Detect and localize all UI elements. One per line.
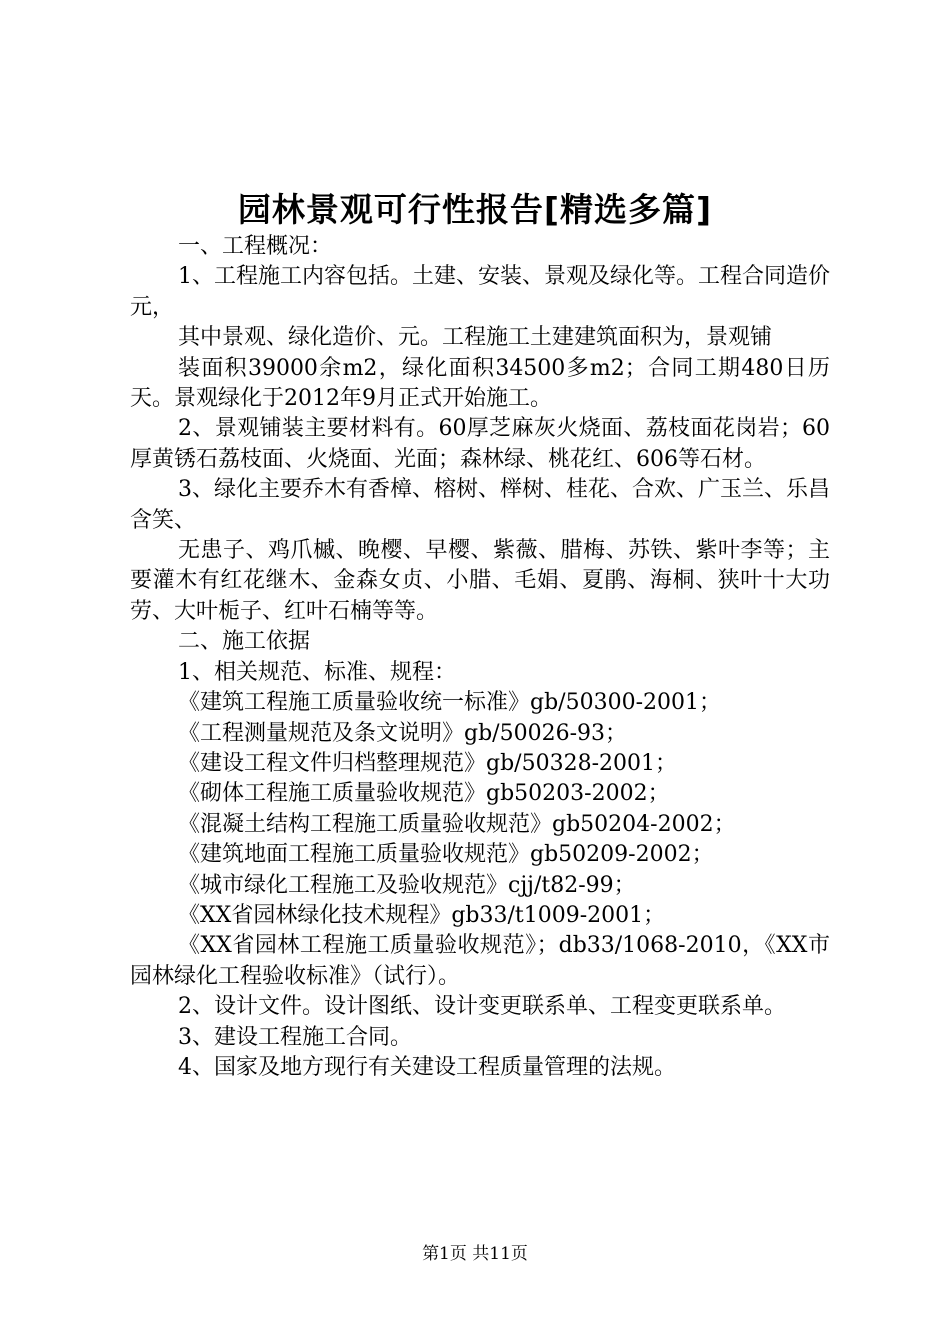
standard-reference: 《XX省园林工程施工质量验收规范》；db33/1068-2010，《XX市园林绿化工程验收标准》（试行）。 [130, 933, 830, 989]
page-footer: 第1页 共11页 [422, 1244, 528, 1264]
paragraph: 2、设计文件。设计图纸、设计变更联系单、工程变更联系单。 [178, 994, 786, 1020]
standard-reference: 《工程测量规范及条文说明》gb/50026-93； [178, 720, 627, 746]
paragraph: 无患子、鸡爪槭、晚樱、早樱、紫薇、腊梅、苏铁、紫叶李等；主要灌木有红花继木、金森女贞、小腊、毛娟、夏鹃、海桐、狭叶十大功劳、大叶栀子、红叶石楠等等。 [130, 538, 830, 624]
paragraph: 其中景观、绿化造价、元。工程施工土建建筑面积为，景观铺 [178, 325, 773, 351]
standard-reference: 《建设工程文件归档整理规范》gb/50328-2001； [178, 750, 677, 776]
paragraph: 1、相关规范、标准、规程： [178, 659, 456, 685]
paragraph: 4、国家及地方现行有关建设工程质量管理的法规。 [178, 1054, 676, 1080]
standard-reference: 《混凝土结构工程施工质量验收规范》gb50204-2002； [178, 811, 736, 837]
standard-reference: 《砌体工程施工质量验收规范》gb50203-2002； [178, 781, 670, 807]
document-body [130, 232, 830, 1083]
section-heading: 二、施工依据 [178, 629, 311, 655]
paragraph: 3、绿化主要乔木有香樟、榕树、榉树、桂花、合欢、广玉兰、乐昌含笑、 [130, 477, 830, 533]
standard-reference: 《XX省园林绿化技术规程》gb33/t1009-2001； [178, 902, 666, 928]
document-title: 园林景观可行性报告[精选多篇] [237, 190, 713, 229]
paragraph: 装面积39000余m2，绿化面积34500多m2；合同工期480日历天。景观绿化于2012年9月正式开始施工。 [130, 355, 830, 412]
section-heading: 一、工程概况： [178, 234, 333, 259]
standard-reference: 《建筑工程施工质量验收统一标准》gb/50300-2001； [178, 690, 721, 716]
standard-reference: 《建筑地面工程施工质量验收规范》gb50209-2002； [178, 842, 714, 868]
paragraph: 3、建设工程施工合同。 [178, 1024, 412, 1050]
standard-reference: 《城市绿化工程施工及验收规范》cjj/t82-99； [178, 872, 636, 898]
paragraph: 1、工程施工内容包括。土建、安装、景观及绿化等。工程合同造价元， [130, 264, 830, 320]
paragraph: 2、景观铺装主要材料有。60厚芝麻灰火烧面、荔枝面花岗岩；60厚黄锈石荔枝面、火烧面、光面；森林绿、桃花红、606等石材。 [130, 416, 830, 472]
